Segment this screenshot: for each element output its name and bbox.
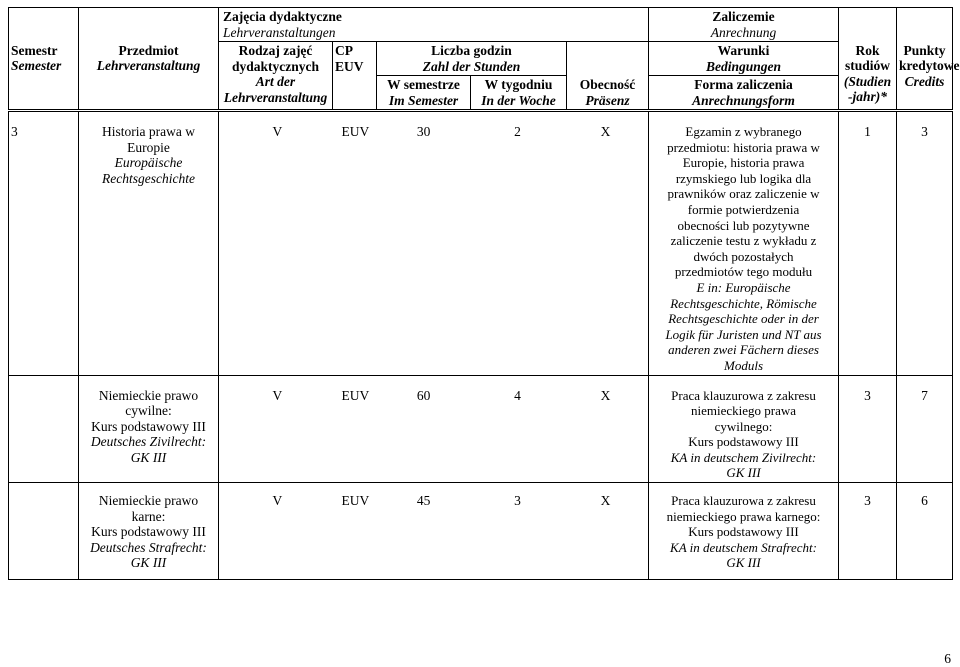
- rodzaj-pl-1: Rodzaj zajęć: [238, 43, 313, 58]
- semestr-label: Semestr: [11, 42, 58, 58]
- row-cp: EUV: [341, 493, 370, 509]
- form-pl-line: formie potwierdzenia: [687, 201, 800, 217]
- row-hours-sem: 45: [416, 493, 431, 509]
- row-semester: [9, 375, 79, 483]
- row-type: V: [272, 387, 283, 403]
- subject-pl-line: karne:: [131, 508, 166, 524]
- rok-2: studiów: [845, 58, 891, 73]
- subject-pl-line: Niemieckie prawo: [98, 387, 199, 403]
- form-de-line: KA in deutschem Strafrecht:: [670, 539, 817, 555]
- form-pl-line: Europie, historia prawa: [682, 155, 805, 171]
- subject-pl-line: Kurs podstawowy III: [91, 524, 206, 540]
- header-row-1: [9, 8, 953, 42]
- form-de-line: Moduls: [724, 357, 764, 373]
- row-presence: X: [600, 124, 611, 139]
- rok-3: (Studien: [843, 73, 892, 89]
- form-de-line: GK III: [726, 465, 761, 481]
- wsem-pl: W semestrze: [387, 77, 460, 92]
- form-pl-line: rzymskiego lub logika dla: [675, 170, 812, 186]
- pkt-3: Credits: [904, 73, 945, 89]
- zalicz-pl: Zaliczemie: [712, 9, 775, 24]
- subject-de-line: GK III: [130, 449, 167, 465]
- liczba-pl: Liczba godzin: [431, 43, 512, 58]
- rok-4: -jahr)*: [848, 89, 888, 104]
- row-presence: X: [600, 493, 611, 509]
- rok-1: Rok: [855, 42, 880, 58]
- row-credits: 7: [897, 375, 953, 483]
- form-de-line: anderen zwei Fächern dieses: [668, 342, 819, 358]
- row-type: V: [272, 124, 283, 139]
- row-credits: 3: [897, 111, 953, 376]
- form-pl-line: zaliczenie testu z wykładu z: [670, 233, 817, 249]
- lehrveranstaltung-label: Lehrveranstaltung: [96, 58, 201, 73]
- row-hours-week: 4: [514, 387, 521, 403]
- row-hours-sem: 60: [416, 387, 431, 403]
- form-pl-line: Egzamin z wybranego: [685, 124, 802, 139]
- row-semester: 3: [9, 111, 79, 376]
- subject-de-line: Deutsches Zivilrecht:: [90, 434, 207, 449]
- zajecia-pl: Zajęcia dydaktyczne: [223, 9, 342, 24]
- semester-label: Semester: [11, 58, 62, 73]
- wtyg-pl: W tygodniu: [484, 77, 553, 92]
- form-de-line: Rechtsgeschichte, Römische: [670, 295, 817, 311]
- row-year: 1: [839, 111, 897, 376]
- przedmiot-label: Przedmiot: [118, 42, 179, 58]
- row-hours-week: 2: [514, 124, 521, 139]
- euv-label: EUV: [335, 58, 364, 74]
- subject-de-line: GK III: [130, 555, 167, 571]
- zalicz-de: Anrechnung: [710, 24, 777, 40]
- zajecia-de: Lehrveranstaltungen: [223, 24, 336, 40]
- rodzaj-de-1: Art der: [255, 74, 296, 89]
- row-year: 3: [839, 375, 897, 483]
- subject-de-line: Europäische: [114, 155, 183, 170]
- form-pl-line: Praca klauzurowa z zakresu: [671, 387, 816, 403]
- liczba-de: Zahl der Stunden: [422, 58, 521, 74]
- subject-pl-line: Historia prawa w: [102, 124, 195, 139]
- forma-de: Anrechnungsform: [692, 92, 795, 108]
- form-de-line: Logik für Juristen und NT aus: [665, 326, 822, 342]
- warunki-pl: Warunki: [717, 43, 770, 58]
- pkt-2: kredytowe: [899, 58, 960, 73]
- forma-pl: Forma zaliczenia: [694, 77, 793, 92]
- form-pl-line: cywilnego:: [714, 418, 773, 434]
- wsem-de: Im Semester: [388, 92, 459, 108]
- form-pl-line: dwóch pozostałych: [693, 248, 794, 264]
- form-pl-line: przedmiotu: historia prawa w: [667, 139, 820, 155]
- table-row: [9, 483, 953, 580]
- row-credits: 6: [897, 483, 953, 580]
- form-pl-line: Kurs podstawowy III: [688, 524, 799, 540]
- obec-de: Präsenz: [585, 92, 630, 108]
- subject-de-line: Deutsches Strafrecht:: [90, 539, 207, 555]
- course-table: [8, 7, 960, 580]
- form-pl-line: Praca klauzurowa z zakresu: [671, 493, 816, 509]
- form-pl-line: przedmiotów tego modułu: [674, 264, 813, 280]
- table-row: [9, 375, 953, 483]
- row-cp: EUV: [341, 124, 370, 139]
- wtyg-de: In der Woche: [481, 92, 556, 108]
- row-cp: EUV: [341, 387, 370, 403]
- table-row: [9, 111, 953, 376]
- header-row-2: [9, 42, 953, 111]
- row-presence: X: [600, 387, 611, 403]
- row-semester: [9, 483, 79, 580]
- subject-de-line: Rechtsgeschichte: [102, 170, 195, 186]
- form-de-line: Rechtsgeschichte oder in der: [668, 311, 819, 327]
- form-de-line: KA in deutschem Zivilrecht:: [670, 449, 817, 465]
- warunki-de: Bedingungen: [706, 58, 782, 74]
- rodzaj-pl-2: dydaktycznych: [231, 58, 319, 74]
- form-pl-line: prawników oraz zaliczenie w: [667, 186, 820, 202]
- form-pl-line: niemieckiego prawa karnego:: [666, 508, 821, 524]
- subject-pl-line: Kurs podstawowy III: [91, 418, 206, 434]
- form-de-line: E in: Europäische: [696, 279, 791, 295]
- subject-pl-line: Europie: [127, 139, 170, 155]
- row-type: V: [272, 493, 283, 509]
- form-pl-line: obecności lub pozytywne: [677, 217, 810, 233]
- row-hours-sem: 30: [416, 124, 431, 139]
- obec-pl: Obecność: [579, 77, 636, 92]
- row-hours-week: 3: [514, 493, 521, 509]
- form-de-line: GK III: [726, 555, 761, 571]
- pkt-1: Punkty: [903, 42, 946, 58]
- subject-pl-line: cywilne:: [125, 403, 172, 418]
- page-number: 6: [944, 651, 951, 666]
- row-year: 3: [839, 483, 897, 580]
- subject-pl-line: Niemieckie prawo: [98, 493, 199, 509]
- form-pl-line: Kurs podstawowy III: [688, 434, 799, 450]
- form-pl-line: niemieckiego prawa: [690, 403, 797, 419]
- cp-label: CP: [335, 43, 353, 58]
- rodzaj-de-2: Lehrveranstaltung: [223, 89, 328, 105]
